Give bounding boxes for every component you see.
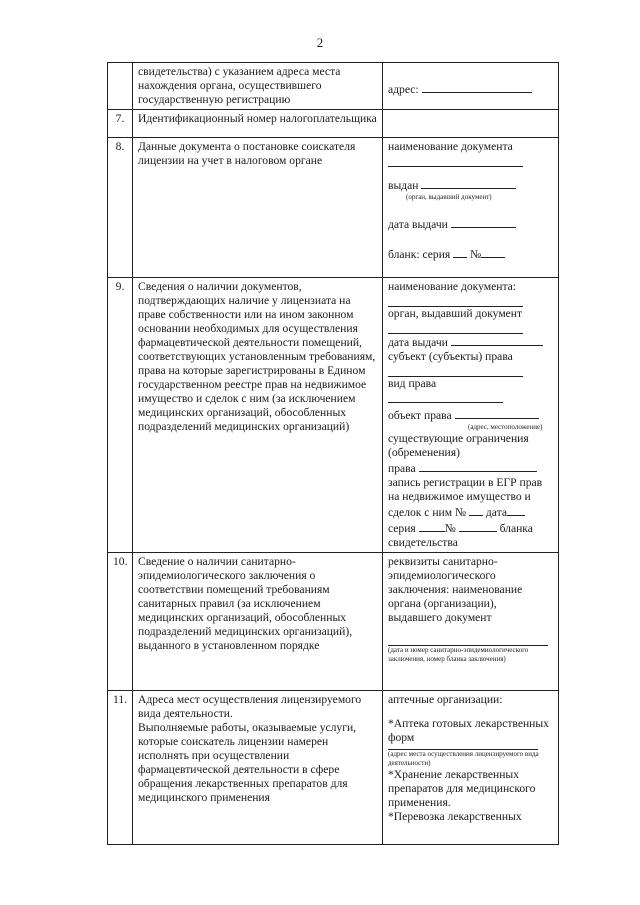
series-label: серия (388, 522, 416, 535)
table-row (108, 110, 559, 138)
issued-label: выдан (388, 179, 419, 192)
sanitary-note: (дата и номер санитарно-эпидемиологического заключения, номер бланка заключения) (388, 646, 529, 663)
right-object-field[interactable] (455, 407, 539, 419)
right-type-field[interactable] (388, 391, 503, 403)
address-note: (адрес места осуществления лицензируемого вида деятельности) (388, 750, 539, 767)
row-description: Сведение о наличии санитарно-эпидемиологического заключения о соответствии помещений требованиям санитарных правил (за исключением медицинских организаций, обособленных подразделений медицинских организаций), выданного в установленном порядке (133, 553, 383, 691)
row-number: 9. (108, 278, 133, 553)
row-value (383, 691, 559, 845)
row-description: свидетельства) с указанием адреса места нахождения органа, осуществившего государственную регистрацию (133, 63, 383, 110)
table-row (108, 553, 559, 691)
doc-name-field[interactable] (388, 154, 523, 167)
row-value (383, 553, 559, 691)
issue-date-label: дата выдачи (388, 336, 448, 349)
row-value (383, 63, 559, 110)
rights-label: права (388, 462, 416, 475)
right-object-label: объект права (388, 409, 452, 422)
object-note: (адрес, местоположение) (468, 423, 543, 431)
address-label: адрес: (388, 83, 419, 96)
number-field[interactable] (459, 520, 497, 532)
subject-field[interactable] (388, 364, 523, 377)
egr-date-field[interactable] (507, 504, 525, 516)
page-number: 2 (316, 35, 324, 50)
inn-field[interactable] (383, 110, 559, 138)
issue-date-label: дата выдачи (388, 218, 448, 231)
sanitary-conclusion-field[interactable] (388, 633, 548, 646)
doc-name-label: наименование документа (388, 140, 513, 153)
number-label: № (444, 522, 456, 535)
form-series-field[interactable] (453, 246, 467, 258)
right-type-label: вид права (388, 377, 437, 390)
form-series-label: бланк: серия (388, 248, 451, 261)
address-field[interactable] (422, 81, 532, 93)
row-number: 11. (108, 691, 133, 845)
certificate-label: свидетельства (388, 536, 458, 549)
issue-date-field[interactable] (451, 216, 516, 228)
table-row (108, 278, 559, 553)
activity-address-text: Адреса мест осуществления лицензируемого вида деятельности. (138, 693, 362, 720)
series-field[interactable] (419, 520, 445, 532)
issuer-field[interactable] (388, 321, 523, 334)
row-number (108, 63, 133, 110)
works-services-text: Выполняемые работы, оказываемые услуги, которые соискатель лицензии намерен исполнять при осуществлении фармацевтической деятельности в сфере обращения лекарственных препаратов для медицинского применения (138, 721, 357, 804)
issue-date-field[interactable] (451, 334, 543, 346)
issuer-label: орган, выдавший документ (388, 307, 523, 320)
pharmacy-label: аптечные организации: (388, 693, 503, 706)
sanitary-details: реквизиты санитарно-эпидемиологического заключения: наименование органа (организации), выдавшего документ (388, 555, 523, 624)
table-row (108, 138, 559, 278)
pharmacy-item-transport: *Перевозка лекарственных (388, 810, 522, 823)
row-description: Данные документа о постановке соискателя лицензии на учет в налоговом органе (133, 138, 383, 278)
row-number: 10. (108, 553, 133, 691)
doc-name-field[interactable] (388, 294, 523, 307)
row-description: Идентификационный номер налогоплательщика (133, 110, 383, 138)
restrictions-label: существующие ограничения (обременения) (388, 432, 529, 459)
table-row (108, 63, 559, 110)
date-label: дата (485, 506, 507, 519)
row-value (383, 138, 559, 278)
issued-note: (орган, выдавший документ) (406, 193, 492, 201)
table-row (108, 691, 559, 845)
rights-field[interactable] (419, 460, 537, 472)
pharmacy-item-ready-forms: *Аптека готовых лекарственных форм (388, 717, 549, 744)
license-application-table (107, 62, 559, 845)
pharmacy-item-storage: *Хранение лекарственных препаратов для медицинского применения. (388, 768, 536, 809)
form-number-field[interactable] (481, 246, 505, 258)
row-number: 7. (108, 110, 133, 138)
doc-name-label: наименование документа: (388, 280, 517, 293)
issued-field[interactable] (421, 177, 516, 189)
row-description (133, 691, 383, 845)
form-number-label: № (470, 248, 482, 261)
egr-number-field[interactable] (469, 504, 483, 516)
egr-record-label: запись регистрации в ЕГР прав на недвижимое имущество и сделок с ним № (388, 476, 543, 519)
blank-label: бланка (499, 522, 533, 535)
row-description: Сведения о наличии документов, подтверждающих наличие у лицензиата на праве собственности или на ином законном основании необходимых для осуществления фармацевтической деятельности помещений, соответствующих установленным требованиям, права на которые зарегистрированы в Едином государственном реестре прав на недвижимое имущество и сделок с ним (за исключением медицинских организаций, обособленных подразделений медицинских организаций) (133, 278, 383, 553)
row-number: 8. (108, 138, 133, 278)
subject-label: субъект (субъекты) права (388, 350, 513, 363)
row-value (383, 278, 559, 553)
